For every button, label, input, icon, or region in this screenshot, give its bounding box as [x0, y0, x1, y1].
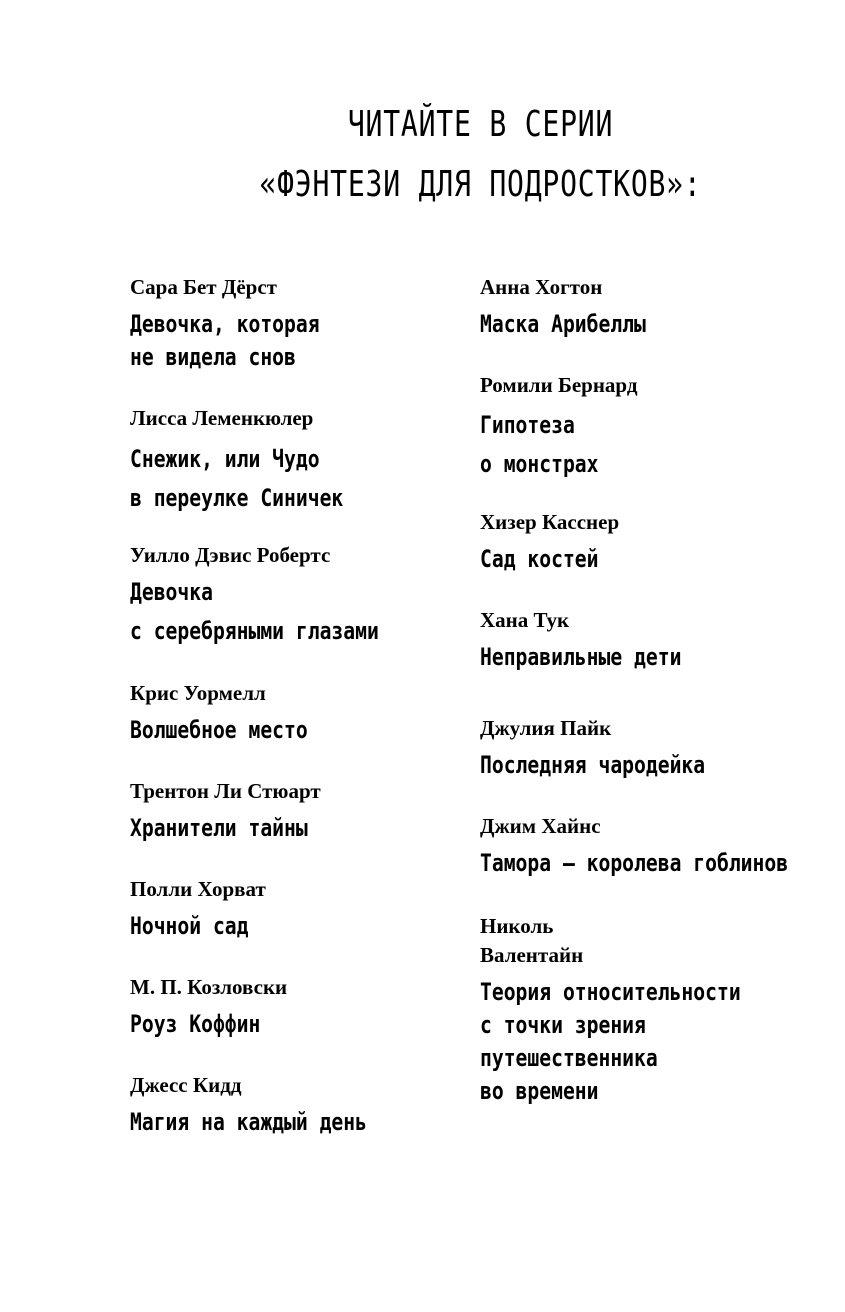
- book-title: Роуз Коффин: [130, 1010, 261, 1038]
- book-author: Джим Хайнс: [480, 814, 601, 838]
- book-title: Гипотеза о монстрах: [480, 411, 599, 478]
- book-entry: [480, 273, 810, 341]
- book-entry: [480, 912, 810, 1108]
- book-author: Хана Тук: [480, 608, 570, 632]
- book-author: Крис Уормелл: [130, 681, 266, 705]
- book-entry: [130, 875, 460, 943]
- book-author: Полли Хорват: [130, 877, 266, 901]
- book-author: Джулия Пайк: [480, 716, 612, 740]
- book-author: М. П. Козловски: [130, 975, 288, 999]
- book-title: Тамора – королева гоблинов: [480, 849, 789, 877]
- book-entry: [130, 273, 460, 374]
- book-title: Сад костей: [480, 545, 599, 573]
- book-author: Ромили Бернард: [480, 373, 638, 397]
- book-author: Уилло Дэвис Робертс: [130, 543, 331, 567]
- book-author: Трентон Ли Стюарт: [130, 779, 321, 803]
- book-author: Лисса Леменкюлер: [130, 406, 314, 430]
- book-author: Николь Валентайн: [480, 914, 584, 967]
- book-entry: [130, 679, 460, 747]
- book-title: Магия на каждый день: [130, 1108, 367, 1136]
- book-title: Волшебное место: [130, 716, 308, 744]
- heading-line-2: «ФЭНТЕЗИ ДЛЯ ПОДРОСТКОВ»:: [259, 164, 702, 205]
- book-author: Хизер Касснер: [480, 510, 620, 534]
- book-entry: [480, 371, 810, 484]
- book-author: Сара Бет Дёрст: [130, 275, 277, 299]
- heading-line-1: ЧИТАЙТЕ В СЕРИИ: [347, 104, 614, 145]
- book-title: Теория относительности с точки зрения путешественника во времени: [480, 978, 741, 1105]
- book-author: Анна Хогтон: [480, 275, 603, 299]
- book-author: Джесс Кидд: [130, 1073, 242, 1097]
- book-title: Снежик, или Чудо в переулке Синичек: [130, 445, 344, 512]
- book-entry: [130, 777, 460, 845]
- book-title: Последняя чародейка: [480, 751, 706, 779]
- book-title: Девочка с серебряными глазами: [130, 578, 379, 645]
- book-entry: [130, 404, 460, 518]
- book-title: Неправильные дети: [480, 643, 682, 671]
- book-entry: [130, 541, 460, 651]
- book-title: Ночной сад: [130, 912, 249, 940]
- book-entry: [480, 812, 810, 880]
- book-title: Хранители тайны: [130, 814, 308, 842]
- book-entry: [130, 1071, 460, 1139]
- book-title: Маска Арибеллы: [480, 310, 646, 338]
- book-entry: [480, 508, 810, 576]
- book-entry: [130, 973, 460, 1041]
- book-entry: [480, 606, 810, 674]
- book-title: Девочка, которая не видела снов: [130, 310, 320, 371]
- book-entry: [480, 714, 810, 782]
